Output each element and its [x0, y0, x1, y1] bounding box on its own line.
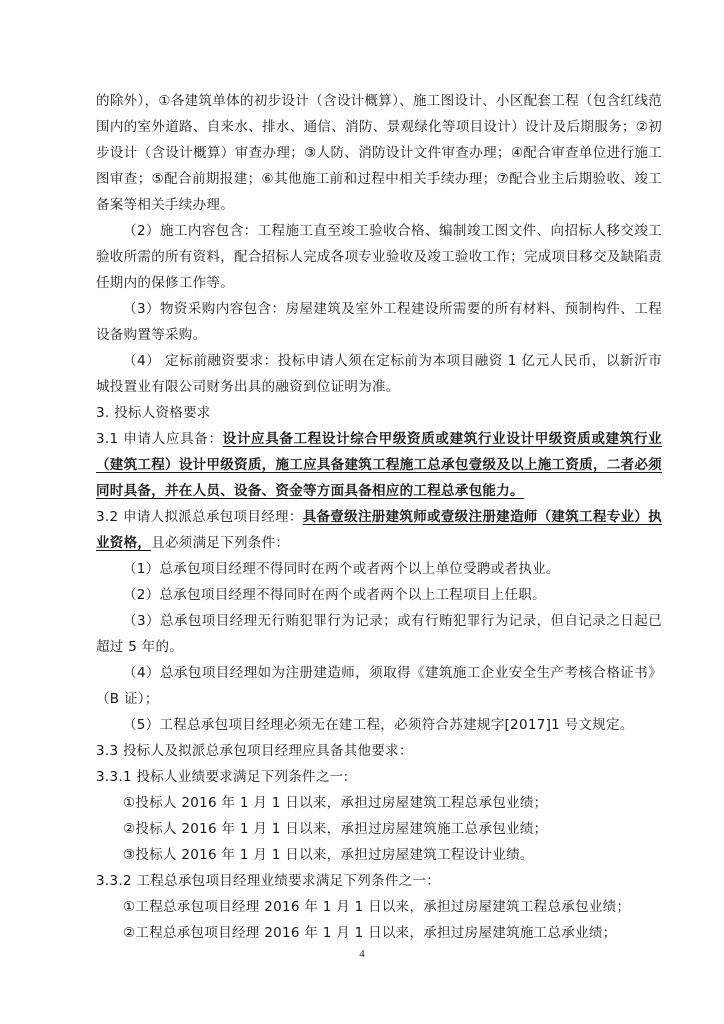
clause-3-3-1: 3.3.1 投标人业绩要求满足下列条件之一:	[96, 769, 349, 785]
clause-3-1	[96, 426, 662, 504]
bidder-performance-1: ①投标人 2016 年 1 月 1 日以来，承担过房屋建筑工程总承包业绩；	[123, 795, 548, 811]
clause-3-3-2: 3.3.2 工程总承包项目经理业绩要求满足下列条件之一：	[96, 873, 441, 889]
paragraph-procurement-scope: （3）物资采购内容包含：房屋建筑及室外工程建设所需要的所有材料、预制构件、工程设备购置等采购。	[96, 301, 662, 343]
manager-performance-1: ①工程总承包项目经理 2016 年 1 月 1 日以来，承担过房屋建筑工程总承包业绩；	[123, 899, 631, 915]
condition-1: （1）总承包项目经理不得同时在两个或者两个以上单位受聘或者执业。	[123, 561, 560, 577]
bidder-performance-2: ②投标人 2016 年 1 月 1 日以来，承担过房屋建筑施工总承包业绩；	[123, 821, 548, 837]
section-heading-qualifications: 3. 投标人资格要求	[96, 405, 211, 421]
clause-3-2-prefix: 3.2 申请人拟派总承包项目经理：	[96, 509, 303, 525]
page-number: 4	[359, 948, 365, 960]
clause-3-2-emphasis: 具备壹级注册建筑师或壹级注册建造师（建筑工程专业）执业资格，	[96, 509, 662, 551]
clause-3-2-suffix: 且必须满足下列条件：	[151, 535, 290, 551]
clause-3-1-emphasis: 设计应具备工程设计综合甲级资质或建筑行业设计甲级资质或建筑行业（建筑工程）设计甲级资质，施工应具备建筑工程施工总承包壹级及以上施工资质，二者必须同时具备，并在人员、设备、资金等方面具备相应的工程总承包能力。	[96, 431, 662, 499]
paragraph-design-scope: 的除外），①各建筑单体的初步设计（含设计概算）、施工图设计、小区配套工程（包含红线范围内的室外道路、自来水、排水、通信、消防、景观绿化等项目设计）设计及后期服务；②初步设计（含设计概算）审查办理；③人防、消防设计文件审查办理；④配合审查单位进行施工图审查；⑤配合前期报建；⑥其他施工前和过程中相关手续办理；⑦配合业主后期验收、竣工备案等相关手续办理。	[96, 93, 662, 213]
paragraph-construction-scope: （2）施工内容包含：工程施工直至竣工验收合格、编制竣工图文件、向招标人移交竣工验收所需的所有资料，配合招标人完成各项专业验收及竣工验收工作；完成项目移交及缺陷责任期内的保修工作等。	[96, 223, 662, 291]
manager-performance-2: ②工程总承包项目经理 2016 年 1 月 1 日以来，承担过房屋建筑施工总承业绩；	[123, 925, 617, 941]
condition-2: （2）总承包项目经理不得同时在两个或者两个以上工程项目上任职。	[123, 587, 546, 603]
condition-4: （4）总承包项目经理如为注册建造师，须取得《建筑施工企业安全生产考核合格证书》（B 证）；	[96, 665, 662, 707]
document-body	[96, 88, 662, 946]
bidder-performance-3: ③投标人 2016 年 1 月 1 日以来，承担过房屋建筑工程设计业绩。	[123, 847, 534, 863]
condition-3: （3）总承包项目经理无行贿犯罪行为记录；或有行贿犯罪行为记录，但自记录之日起已超过 5 年的。	[96, 613, 662, 655]
clause-3-3: 3.3 投标人及拟派总承包项目经理应具备其他要求：	[96, 743, 413, 759]
clause-3-1-prefix: 3.1 申请人应具备：	[96, 431, 223, 447]
condition-5: （5）工程总承包项目经理必须无在建工程，必须符合苏建规字[2017]1 号文规定。	[123, 717, 634, 733]
clause-3-2	[96, 504, 662, 556]
paragraph-financing-requirement: （4） 定标前融资要求：投标申请人须在定标前为本项目融资 1 亿元人民币，以新沂市城投置业有限公司财务出具的融资到位证明为准。	[96, 353, 662, 395]
